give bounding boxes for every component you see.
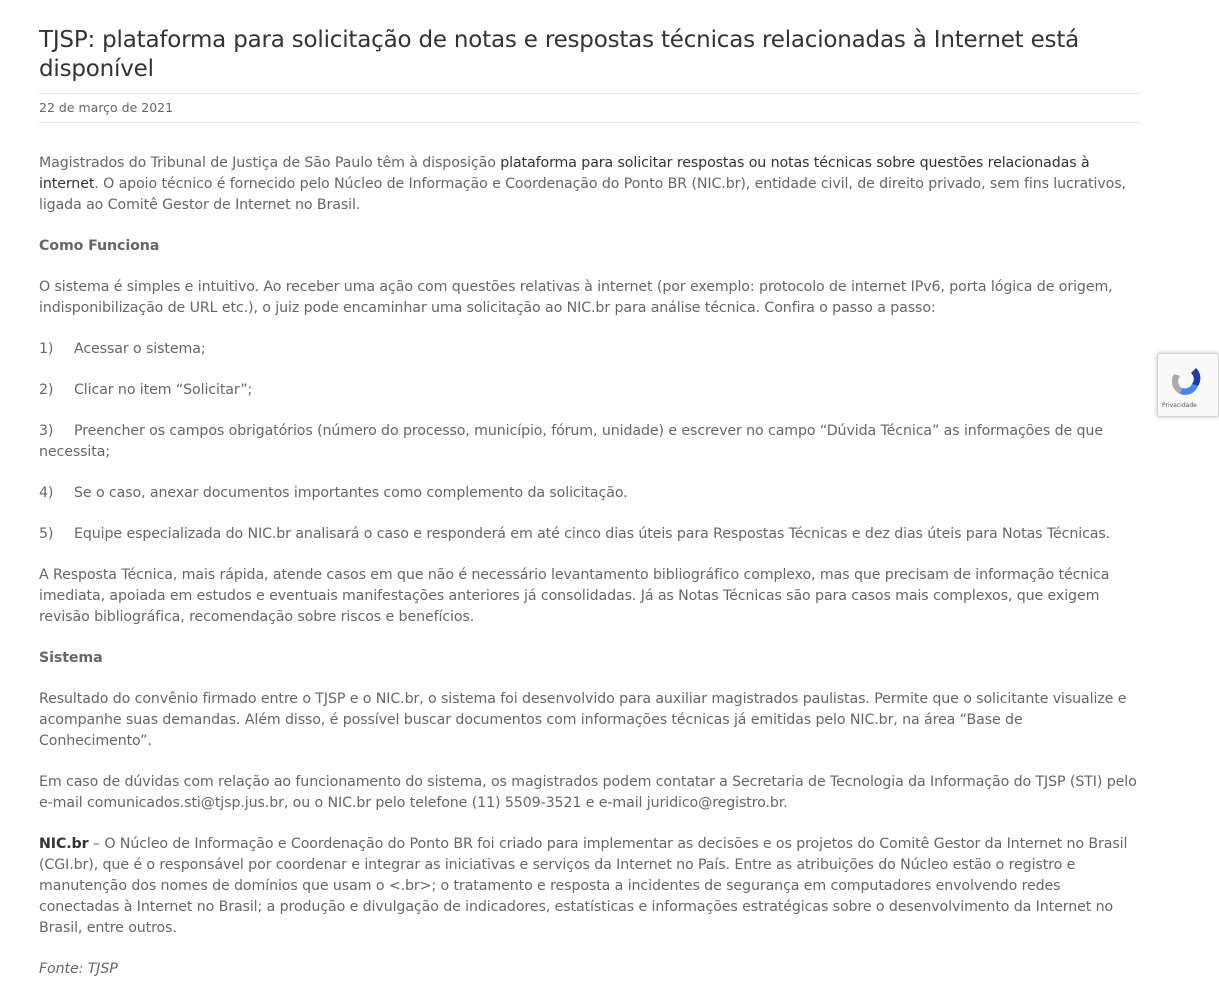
article [39, 26, 1139, 1000]
article-date: 22 de março de 2021 [39, 93, 1139, 123]
nic-label: NIC.br [39, 836, 89, 852]
source-credit: Fonte: TJSP [39, 961, 118, 977]
nic-description: – O Núcleo de Informação e Coordenação do Ponto BR foi criado para implementar as decisões e os projetos do Comitê Gestor da Internet no Brasil (CGI.br), que é o responsável por coordenar e integrar as iniciativas e serviços da Internet no País. Entre as atribuições do Núcleo estão o registro e manutenção dos nomes de domínios que usam o <.br>; o tratamento e resposta a incidentes de segurança em computadores envolvendo redes conectadas à Internet no Brasil; a produção e divulgação de indicadores, estatísticas e informações estratégicas sobre o desenvolvimento da Internet no Brasil, entre outros. [39, 836, 1128, 936]
system-paragraph: Resultado do convênio firmado entre o TJSP e o NIC.br, o sistema foi desenvolvido para auxiliar magistrados paulistas. Permite que o solicitante visualize e acompanhe suas demandas. Além disso, é possível buscar documentos com informações técnicas já emitidas pelo NIC.br, na área “Base de Conhecimento”. [39, 691, 1127, 749]
recaptcha-icon [1168, 362, 1204, 402]
platform-link[interactable]: plataforma para solicitar respostas ou notas técnicas sobre questões relacionadas à internet [39, 155, 1090, 192]
step-item: 5) Equipe especializada do NIC.br analisará o caso e responderá em até cinco dias úteis para Respostas Técnicas e dez dias úteis para Notas Técnicas. [39, 526, 1111, 542]
intro-text: Magistrados do Tribunal de Justiça de São Paulo têm à disposição [39, 155, 501, 171]
nic-paragraph [39, 834, 1139, 939]
section-heading-como-funciona: Como Funciona [39, 238, 160, 254]
intro-paragraph [39, 153, 1139, 216]
step-item: 3) Preencher os campos obrigatórios (número do processo, município, fórum, unidade) e escrever no campo “Dúvida Técnica” as informações de que necessita; [39, 423, 1103, 460]
how-it-works-paragraph: O sistema é simples e intuitivo. Ao receber uma ação com questões relativas à internet (por exemplo: protocolo de internet IPv6, porta lógica de origem, indisponibilização de URL etc.), o juiz pode encaminhar uma solicitação ao NIC.br para análise técnica. Confira o passo a passo: [39, 279, 1113, 316]
contact-paragraph: Em caso de dúvidas com relação ao funcionamento do sistema, os magistrados podem contatar a Secretaria de Tecnologia da Informação do TJSP (STI) pelo e-mail comunicados.sti@tjsp.jus.br, ou o NIC.br pelo telefone (11) 5509-3521 e e-mail juridico@registro.br. [39, 774, 1137, 811]
recaptcha-badge[interactable] [1157, 353, 1219, 417]
step-item: 1) Acessar o sistema; [39, 341, 206, 357]
step-item: 4) Se o caso, anexar documentos importantes como complemento da solicitação. [39, 485, 628, 501]
response-types-paragraph: A Resposta Técnica, mais rápida, atende casos em que não é necessário levantamento bibliográfico complexo, mas que precisam de informação técnica imediata, apoiada em estudos e eventuais manifestações anteriores já consolidadas. Já as Notas Técnicas são para casos mais complexos, que exigem revisão bibliográfica, recomendação sobre riscos e benefícios. [39, 567, 1110, 625]
article-body [39, 153, 1139, 980]
recaptcha-privacy-link[interactable]: Privacidade [1162, 402, 1197, 409]
article-title: TJSP: plataforma para solicitação de notas e respostas técnicas relacionadas à Internet está disponível [39, 27, 1080, 82]
step-item: 2) Clicar no item “Solicitar”; [39, 382, 253, 398]
intro-text-continued: . O apoio técnico é fornecido pelo Núcleo de Informação e Coordenação do Ponto BR (NIC.br), entidade civil, de direito privado, sem fins lucrativos, ligada ao Comitê Gestor de Internet no Brasil. [39, 176, 1126, 213]
section-heading-sistema: Sistema [39, 650, 103, 666]
